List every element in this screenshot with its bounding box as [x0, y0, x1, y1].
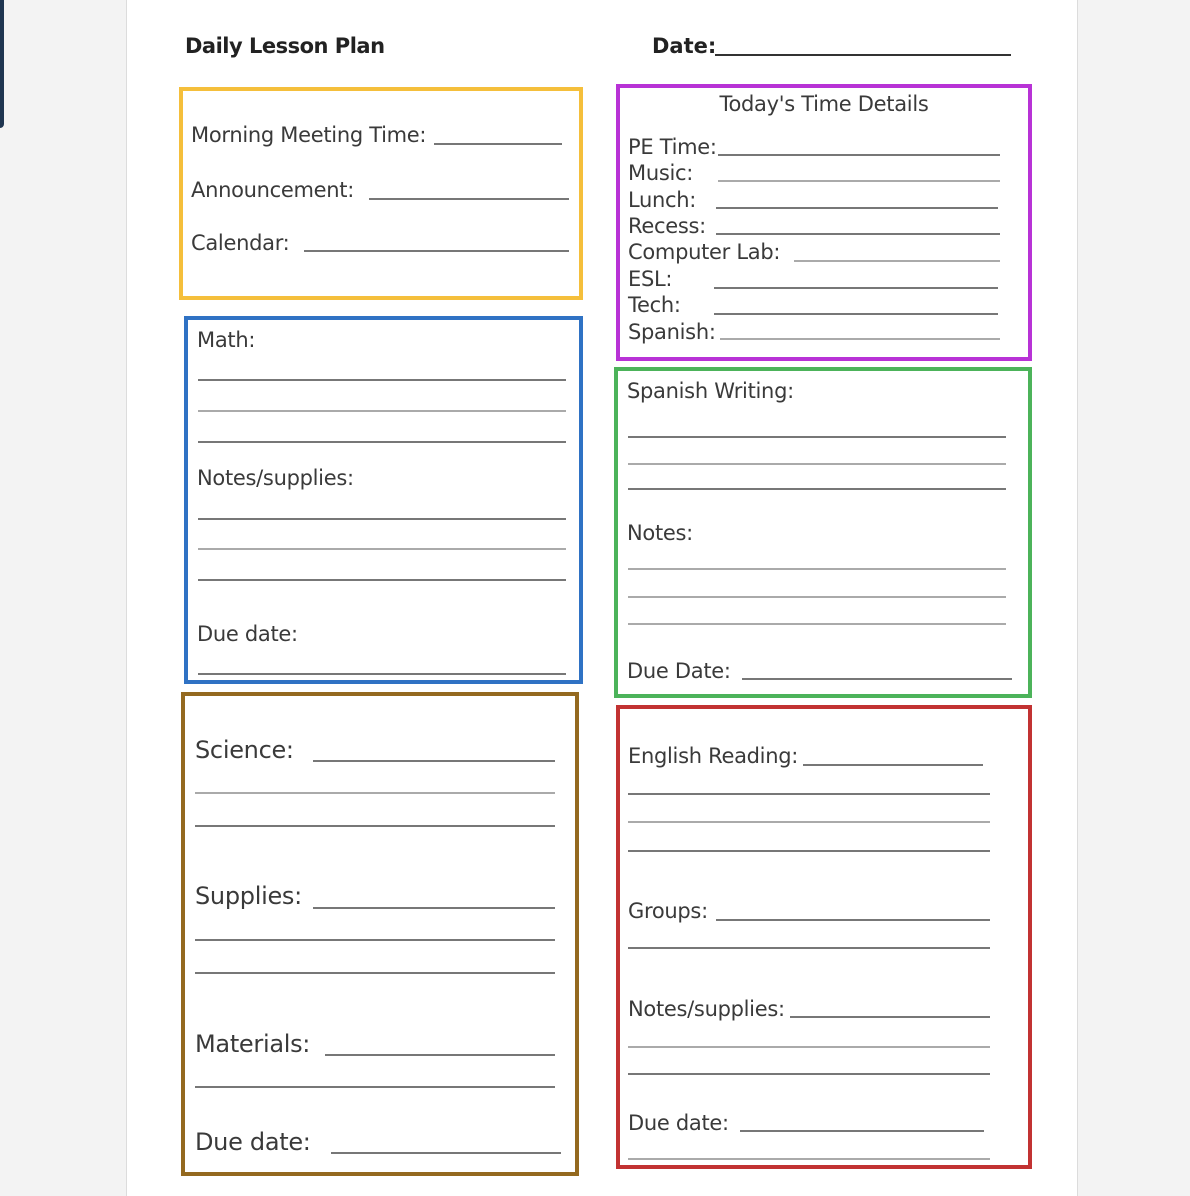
groups-label: Groups: [628, 899, 708, 923]
pe-time-label: PE Time: [628, 135, 717, 159]
computer-lab-label: Computer Lab: [628, 240, 781, 264]
esl-label: ESL: [628, 267, 673, 291]
math-line[interactable] [198, 441, 566, 443]
math-notes-line[interactable] [198, 548, 566, 550]
window-edge [0, 0, 4, 128]
time-details-title: Today's Time Details [719, 92, 929, 116]
spanish-notes-line[interactable] [628, 568, 1006, 570]
math-notes-label: Notes/supplies: [197, 466, 354, 490]
spanish-due-field[interactable] [742, 678, 1012, 680]
math-label: Math: [197, 328, 256, 352]
spanish-notes-line[interactable] [628, 596, 1006, 598]
groups-field[interactable] [716, 919, 990, 921]
morning-meeting-field[interactable] [434, 143, 562, 145]
pe-time-field[interactable] [718, 154, 1000, 156]
tech-field[interactable] [714, 313, 998, 315]
math-line[interactable] [198, 379, 566, 381]
english-due-line[interactable] [628, 1158, 990, 1160]
science-line[interactable] [195, 825, 555, 827]
spanish-writing-label: Spanish Writing: [627, 379, 794, 403]
morning-box [179, 87, 583, 300]
science-box [181, 692, 579, 1176]
announcement-field[interactable] [369, 198, 569, 200]
math-notes-line[interactable] [198, 579, 566, 581]
spanish-writing-line[interactable] [628, 488, 1006, 490]
supplies-line[interactable] [195, 972, 555, 974]
lesson-plan-sheet [126, 0, 1078, 1196]
music-label: Music: [628, 161, 694, 185]
english-due-label: Due date: [628, 1111, 729, 1135]
lunch-label: Lunch: [628, 188, 697, 212]
english-reading-field[interactable] [803, 764, 983, 766]
science-field[interactable] [313, 760, 555, 762]
spanish-label: Spanish: [628, 320, 716, 344]
spanish-writing-box [614, 367, 1032, 698]
announcement-label: Announcement: [191, 178, 355, 202]
spanish-due-label: Due Date: [627, 659, 731, 683]
english-due-field[interactable] [740, 1130, 984, 1132]
spanish-field[interactable] [720, 338, 1000, 340]
calendar-field[interactable] [304, 250, 569, 252]
morning-meeting-label: Morning Meeting Time: [191, 123, 427, 147]
english-reading-box [616, 705, 1032, 1169]
esl-field[interactable] [714, 287, 998, 289]
english-reading-label: English Reading: [628, 744, 799, 768]
supplies-label: Supplies: [195, 882, 302, 910]
science-due-label: Due date: [195, 1128, 311, 1156]
spanish-writing-line[interactable] [628, 463, 1006, 465]
date-field[interactable] [715, 54, 1011, 56]
supplies-field[interactable] [313, 907, 555, 909]
spanish-notes-label: Notes: [627, 521, 693, 545]
computer-lab-field[interactable] [794, 260, 1000, 262]
groups-line[interactable] [628, 947, 990, 949]
math-due-label: Due date: [197, 622, 298, 646]
english-reading-line[interactable] [628, 821, 990, 823]
lunch-field[interactable] [716, 207, 998, 209]
math-box [184, 316, 583, 684]
music-field[interactable] [718, 180, 1000, 182]
math-notes-line[interactable] [198, 518, 566, 520]
english-notes-label: Notes/supplies: [628, 997, 785, 1021]
materials-label: Materials: [195, 1030, 311, 1058]
spanish-notes-line[interactable] [628, 623, 1006, 625]
recess-label: Recess: [628, 214, 706, 238]
english-notes-line[interactable] [628, 1046, 990, 1048]
math-line[interactable] [198, 410, 566, 412]
math-due-field[interactable] [198, 673, 566, 675]
date-label: Date: [652, 34, 717, 58]
english-notes-line[interactable] [628, 1073, 990, 1075]
science-due-field[interactable] [331, 1152, 561, 1154]
supplies-line[interactable] [195, 939, 555, 941]
materials-line[interactable] [195, 1086, 555, 1088]
english-reading-line[interactable] [628, 850, 990, 852]
page-title: Daily Lesson Plan [185, 34, 385, 58]
english-notes-field[interactable] [790, 1016, 990, 1018]
tech-label: Tech: [628, 293, 681, 317]
science-label: Science: [195, 736, 294, 764]
recess-field[interactable] [716, 233, 1000, 235]
materials-field[interactable] [325, 1054, 555, 1056]
spanish-writing-line[interactable] [628, 436, 1006, 438]
calendar-label: Calendar: [191, 231, 290, 255]
science-line[interactable] [195, 792, 555, 794]
time-details-box [616, 84, 1032, 361]
english-reading-line[interactable] [628, 793, 990, 795]
